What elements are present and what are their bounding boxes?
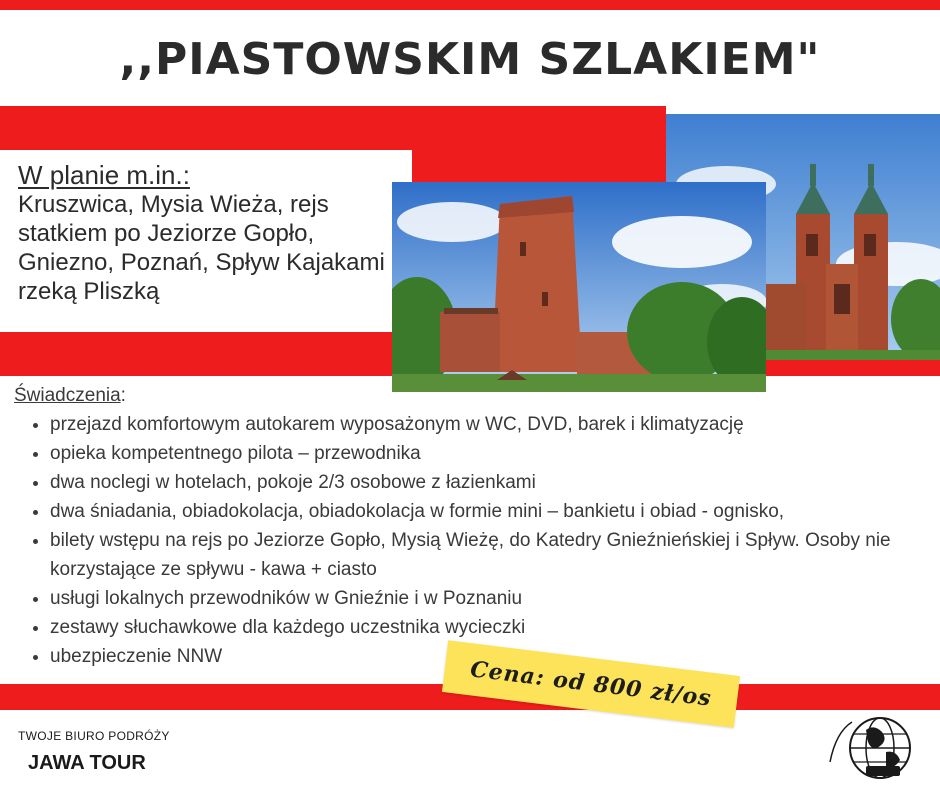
castle-tower-illustration <box>392 182 766 392</box>
services-heading <box>14 385 914 407</box>
price-text: Cena: od 800 zł/os <box>468 656 714 712</box>
services-section <box>14 385 914 671</box>
top-red-stripe <box>0 0 940 10</box>
page-title: ,,PIASTOWSKIM SZLAKIEM" <box>119 34 821 85</box>
service-item: • dwa noclegi w hotelach, pokoje 2/3 osobowe z łazienkami <box>50 468 914 497</box>
service-item: • przejazd komfortowym autokarem wyposażonym w WC, DVD, barek i klimatyzację <box>50 410 914 439</box>
agency-label: TWOJE BIURO PODRÓŻY <box>18 729 170 743</box>
service-item: • zestawy słuchawkowe dla każdego uczestnika wycieczki <box>50 613 914 642</box>
castle-tower-photo <box>392 182 766 392</box>
globe-logo-icon <box>822 712 922 782</box>
plan-body: Kruszwica, Mysia Wieża, rejs statkiem po Jeziorze Gopło, Gniezno, Poznań, Spływ Kajakami rzeką Pliszką <box>18 191 385 305</box>
services-heading-text: Świadczenia <box>14 385 121 406</box>
agency-name: JAWA TOUR <box>28 752 146 774</box>
services-heading-colon: : <box>120 385 126 406</box>
globe-logo-graphic <box>822 712 922 782</box>
plan-heading: W planie m.in.: <box>18 160 190 190</box>
service-item: • opieka kompetentnego pilota – przewodnika <box>50 439 914 468</box>
service-item: • bilety wstępu na rejs po Jeziorze Gopło, Mysią Wieżę, do Katedry Gnieźnieńskiej i Spływ. Osoby nie korzystające ze spływu - kawa + ciasto <box>50 526 914 584</box>
service-item: • usługi lokalnych przewodników w Gnieźnie i w Poznaniu <box>50 584 914 613</box>
services-list <box>14 410 914 671</box>
red-band-upper-right <box>412 144 666 184</box>
service-item: • dwa śniadania, obiadokolacja, obiadokolacja w formie mini – bankietu i obiad - ognisko, <box>50 497 914 526</box>
service-item: • ubezpieczenie NNW <box>50 642 914 671</box>
